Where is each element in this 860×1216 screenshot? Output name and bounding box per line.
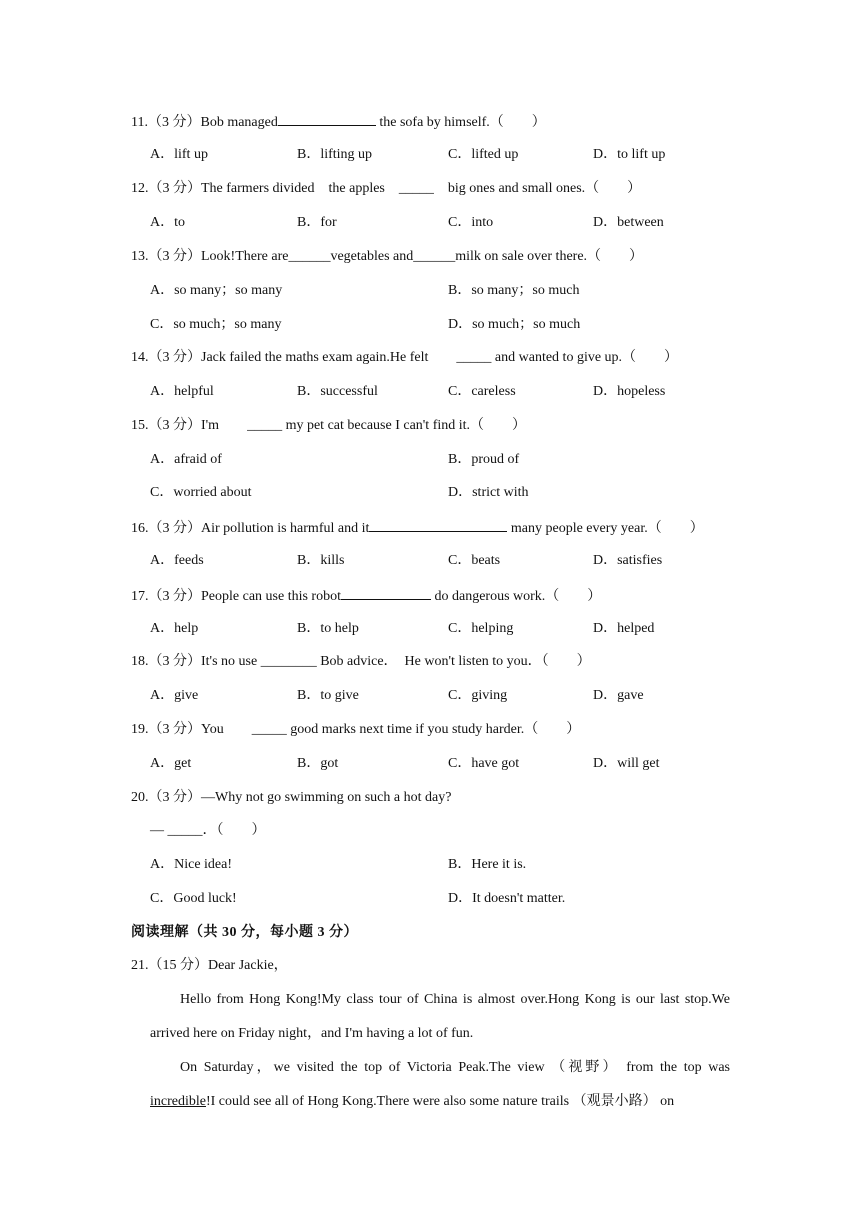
option-a: A．help bbox=[150, 621, 199, 636]
question-text: 15.（3 分）I'm bbox=[131, 418, 248, 433]
option-c: C．Good luck! bbox=[150, 891, 237, 906]
answer-blank bbox=[278, 112, 376, 126]
question-18 bbox=[131, 653, 591, 671]
option-c: C．into bbox=[448, 215, 494, 230]
passage-paragraph-1: Hello from Hong Kong!My class tour of China is almost over.Hong Kong is our last stop.We arrived here on Friday night，and I'm having a lot of fun. bbox=[150, 992, 730, 1041]
question-text: 13.（3 分）Look!There are bbox=[131, 249, 289, 264]
question-20: 20.（3 分）—Why not go swimming on such a hot day? bbox=[131, 790, 452, 805]
question-text: the sofa by himself.（ ） bbox=[375, 115, 546, 130]
question-text: vegetables and bbox=[330, 249, 414, 264]
option-d: D．helped bbox=[593, 621, 655, 636]
question-16 bbox=[131, 518, 704, 538]
answer-blank bbox=[341, 586, 431, 600]
question-text: ．（ ） bbox=[202, 823, 266, 838]
option-a: A．give bbox=[150, 688, 199, 703]
option-c: C．have got bbox=[448, 756, 520, 771]
option-b: B．for bbox=[297, 215, 337, 230]
option-b: B．Here it is. bbox=[448, 857, 527, 872]
question-text: many people every year.（ ） bbox=[507, 521, 704, 536]
option-c: C．worried about bbox=[150, 485, 252, 500]
option-d: D．strict with bbox=[448, 485, 529, 500]
option-c: C．so much；so many bbox=[150, 317, 282, 332]
question-text: big ones and small ones.（ ） bbox=[433, 181, 642, 196]
option-c: C．giving bbox=[448, 688, 508, 703]
option-b: B．so many；so much bbox=[448, 283, 580, 298]
question-text: 11.（3 分）Bob managed bbox=[131, 115, 278, 130]
option-a: A．to bbox=[150, 215, 185, 230]
option-d: D．It doesn't matter. bbox=[448, 891, 566, 906]
option-d: D．to lift up bbox=[593, 147, 666, 162]
option-c: C．beats bbox=[448, 553, 501, 568]
option-c: C．helping bbox=[448, 621, 514, 636]
option-c: C．lifted up bbox=[448, 147, 519, 162]
question-14 bbox=[131, 349, 678, 367]
question-text: my pet cat because I can't find it.（ ） bbox=[282, 418, 527, 433]
question-text: do dangerous work.（ ） bbox=[430, 589, 602, 604]
question-text: good marks next time if you study harder.（ ） bbox=[286, 722, 581, 737]
question-13 bbox=[131, 248, 643, 266]
option-d: D．between bbox=[593, 215, 664, 230]
question-text: and wanted to give up.（ ） bbox=[491, 350, 679, 365]
option-b: B．got bbox=[297, 756, 339, 771]
passage-text: On Saturday，we visited the top of Victoria Peak.The view （视野） from the top was bbox=[180, 1060, 730, 1075]
option-d: D．will get bbox=[593, 756, 660, 771]
option-a: A．lift up bbox=[150, 147, 208, 162]
option-d: D．so much；so much bbox=[448, 317, 581, 332]
option-b: B．to help bbox=[297, 621, 359, 636]
question-20-reply bbox=[150, 822, 266, 840]
question-text: — bbox=[150, 823, 168, 838]
question-17 bbox=[131, 586, 601, 606]
answer-blank: _____ bbox=[456, 350, 492, 365]
option-a: A．Nice idea! bbox=[150, 857, 233, 872]
question-text: 18.（3 分）It's no use bbox=[131, 654, 261, 669]
question-15 bbox=[131, 417, 526, 435]
question-text: 19.（3 分）You bbox=[131, 722, 252, 737]
passage-text: !I could see all of Hong Kong.There were also some nature trails （观景小路） on bbox=[205, 1094, 675, 1109]
answer-blank: _____ bbox=[398, 181, 434, 196]
option-a: A．so many；so many bbox=[150, 283, 283, 298]
option-b: B．successful bbox=[297, 384, 378, 399]
option-b: B．to give bbox=[297, 688, 359, 703]
answer-blank: ______ bbox=[413, 249, 456, 264]
option-c: C．careless bbox=[448, 384, 516, 399]
option-d: D．gave bbox=[593, 688, 644, 703]
option-d: D．satisfies bbox=[593, 553, 663, 568]
option-b: B．lifting up bbox=[297, 147, 373, 162]
underlined-word: incredible bbox=[150, 1094, 206, 1109]
question-text: 17.（3 分）People can use this robot bbox=[131, 589, 341, 604]
question-text: Bob advice． He won't listen to you．（ ） bbox=[316, 654, 591, 669]
passage-header: 21.（15 分）Dear Jackie， bbox=[131, 958, 288, 973]
question-text: milk on sale over there.（ ） bbox=[455, 249, 644, 264]
question-text: 14.（3 分）Jack failed the maths exam again.He felt bbox=[131, 350, 457, 365]
answer-blank: ________ bbox=[260, 654, 317, 669]
question-12 bbox=[131, 180, 641, 198]
question-19 bbox=[131, 721, 580, 739]
option-a: A．helpful bbox=[150, 384, 214, 399]
option-b: B．proud of bbox=[448, 452, 520, 467]
answer-blank bbox=[369, 518, 507, 532]
question-text: 12.（3 分）The farmers divided the apples bbox=[131, 181, 399, 196]
option-a: A．feeds bbox=[150, 553, 204, 568]
question-11 bbox=[131, 112, 546, 132]
question-text: 16.（3 分）Air pollution is harmful and it bbox=[131, 521, 370, 536]
option-a: A．afraid of bbox=[150, 452, 222, 467]
answer-blank: _____ bbox=[247, 418, 283, 433]
option-d: D．hopeless bbox=[593, 384, 666, 399]
passage-paragraph-2 bbox=[150, 1051, 730, 1119]
option-b: B．kills bbox=[297, 553, 345, 568]
option-a: A．get bbox=[150, 756, 192, 771]
answer-blank: _____ bbox=[167, 823, 203, 838]
answer-blank: ______ bbox=[288, 249, 331, 264]
answer-blank: _____ bbox=[251, 722, 287, 737]
section-title: 阅读理解（共 30 分，每小题 3 分） bbox=[131, 925, 358, 940]
